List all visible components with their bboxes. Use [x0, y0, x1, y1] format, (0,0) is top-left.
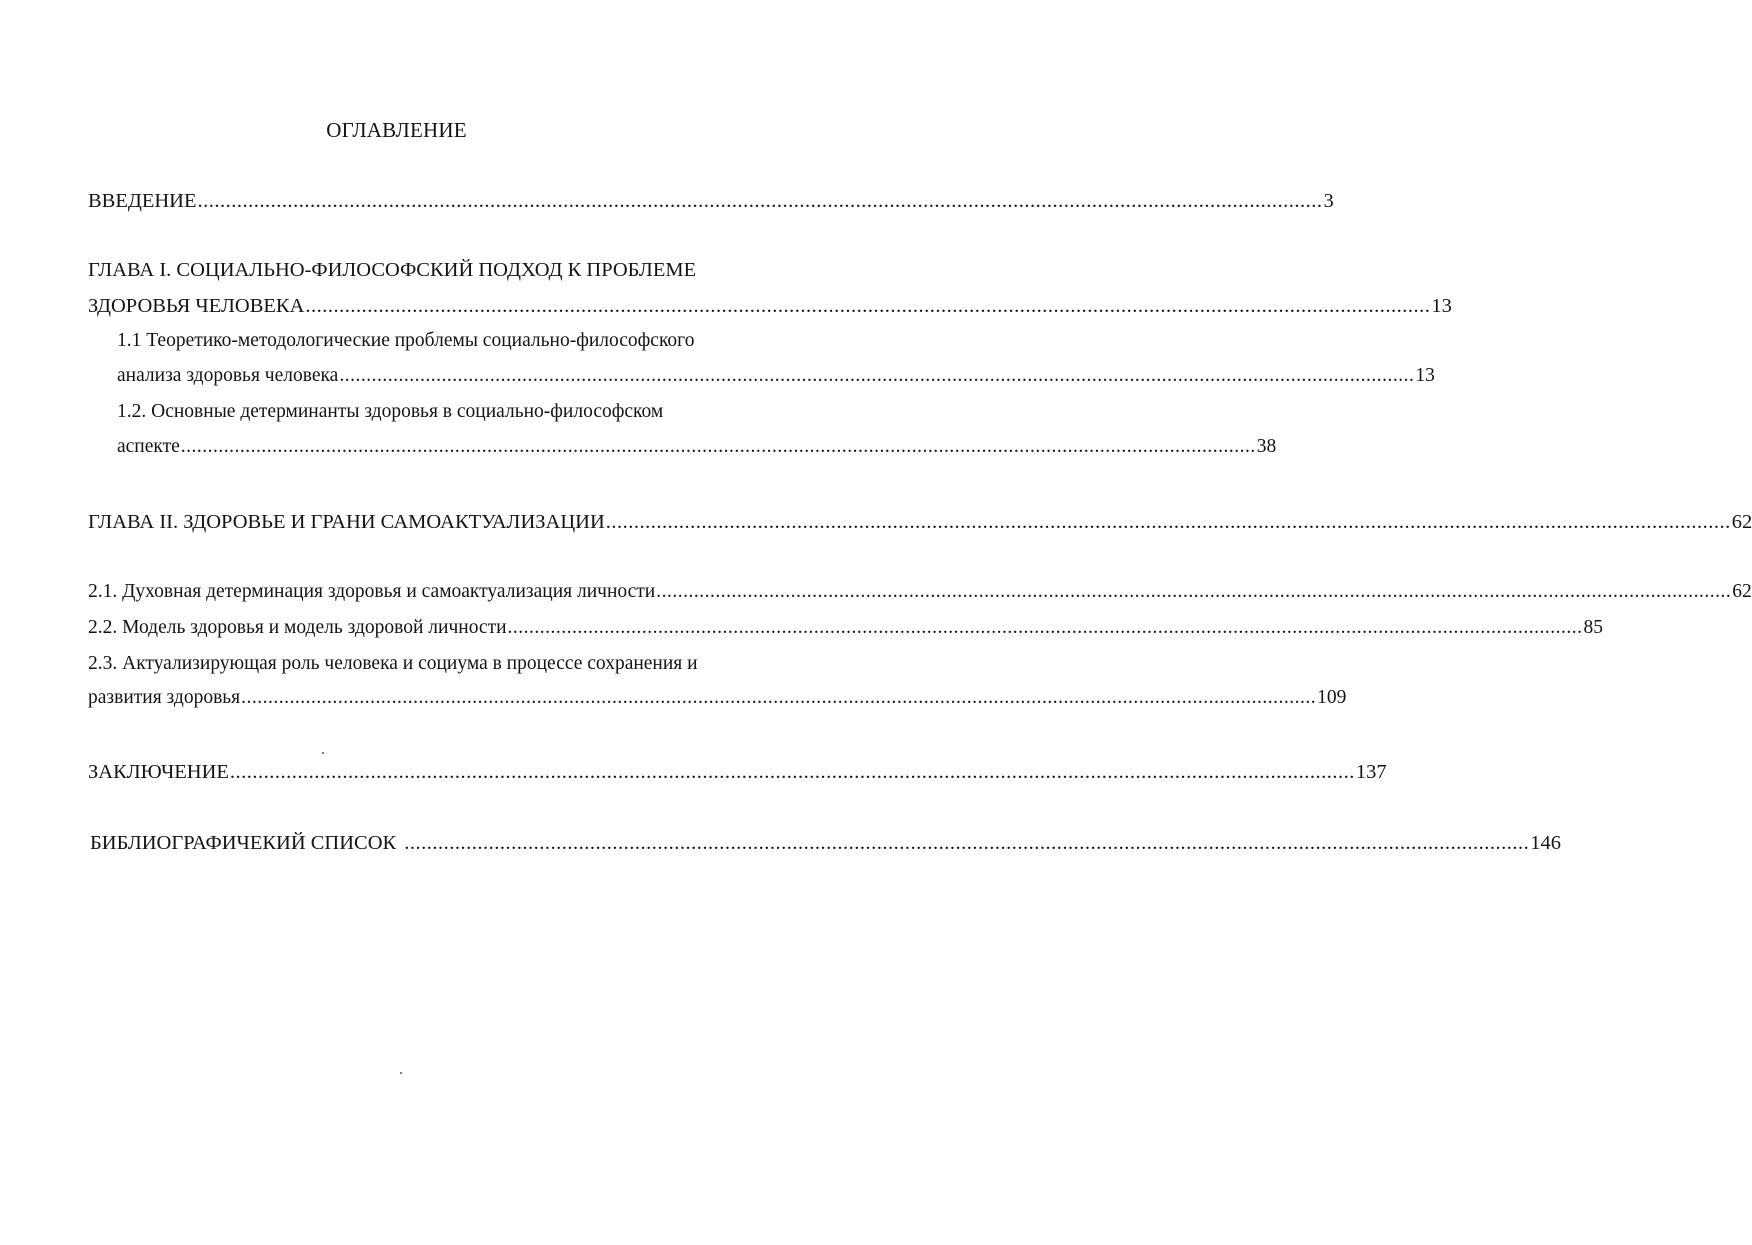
toc-entry-page: 62	[1732, 581, 1752, 602]
toc-entry-label: анализа здоровья человека	[117, 365, 339, 386]
toc-entry-page: 109	[1317, 687, 1347, 708]
leader-dots: ........................................................................................................................................................................................................	[305, 295, 1431, 317]
toc-entry-page: 137	[1355, 761, 1387, 783]
toc-entry-page: 13	[1431, 295, 1452, 317]
leader-dots: ........................................................................................................................................................................................................	[339, 365, 1415, 386]
leader-dots: ........................................................................................................................................................................................................	[507, 617, 1583, 638]
toc-entry-label: 2.2. Модель здоровья и модель здоровой личности	[88, 617, 507, 638]
toc-entry-intro	[88, 187, 1334, 215]
leader-dots: ........................................................................................................................................................................................................	[605, 511, 1731, 533]
toc-entry-chapter2	[88, 508, 1752, 536]
toc-entry-page: 3	[1323, 190, 1334, 212]
toc-entry-label: ГЛАВА II. ЗДОРОВЬЕ И ГРАНИ САМОАКТУАЛИЗАЦИИ	[88, 511, 605, 533]
toc-entry-page: 13	[1415, 365, 1435, 386]
leader-dots: ........................................................................................................................................................................................................	[180, 436, 1256, 457]
toc-entry-label: ВВЕДЕНИЕ	[88, 190, 197, 212]
leader-dots: ........................................................................................................................................................................................................	[656, 581, 1732, 602]
toc-entry-label: развития здоровья	[88, 687, 241, 708]
toc-entry-section2-1	[88, 578, 1752, 606]
toc-entry-section2-3	[88, 684, 1347, 712]
leader-dots: ........................................................................................................................................................................................................	[404, 832, 1530, 854]
toc-entry-page: 85	[1583, 617, 1604, 638]
toc-entry-label: ЗАКЛЮЧЕНИЕ	[88, 761, 229, 783]
toc-entry-conclusion	[88, 758, 1387, 786]
toc-entry-label: ЗДОРОВЬЯ ЧЕЛОВЕКА	[88, 295, 305, 317]
toc-entry-chapter1	[88, 292, 1452, 320]
toc-section1-2-line1: 1.2. Основные детерминанты здоровья в социально-философском	[117, 401, 664, 422]
toc-entry-label: 2.1. Духовная детерминация здоровья и самоактуализация личности	[88, 581, 656, 602]
toc-entry-section2-2	[88, 614, 1604, 642]
toc-entry-page: 38	[1256, 436, 1277, 457]
leader-dots: ........................................................................................................................................................................................................	[197, 190, 1323, 212]
toc-heading: ОГЛАВЛЕНИЕ	[326, 118, 467, 142]
toc-chapter1-title-line1: ГЛАВА I. СОЦИАЛЬНО-ФИЛОСОФСКИЙ ПОДХОД К ПРОБЛЕМЕ	[88, 259, 697, 281]
toc-entry-section1-2	[117, 433, 1277, 461]
toc-entry-label: аспекте	[117, 436, 180, 457]
scan-speck	[400, 1072, 402, 1074]
toc-entry-section1-1	[117, 362, 1435, 390]
leader-dots: ........................................................................................................................................................................................................	[229, 761, 1355, 783]
toc-section2-3-line1: 2.3. Актуализирующая роль человека и социума в процессе сохранения и	[88, 653, 698, 674]
toc-entry-page: 62	[1731, 511, 1752, 533]
toc-entry-bibliography	[90, 829, 1561, 857]
toc-section1-1-line1: 1.1 Теоретико-методологические проблемы социально-философского	[117, 330, 695, 351]
scan-speck	[322, 752, 324, 754]
toc-entry-page: 146	[1530, 832, 1561, 854]
leader-dots: ........................................................................................................................................................................................................	[241, 687, 1317, 708]
toc-entry-label: БИБЛИОГРАФИЧЕКИЙ СПИСОК	[90, 832, 397, 854]
